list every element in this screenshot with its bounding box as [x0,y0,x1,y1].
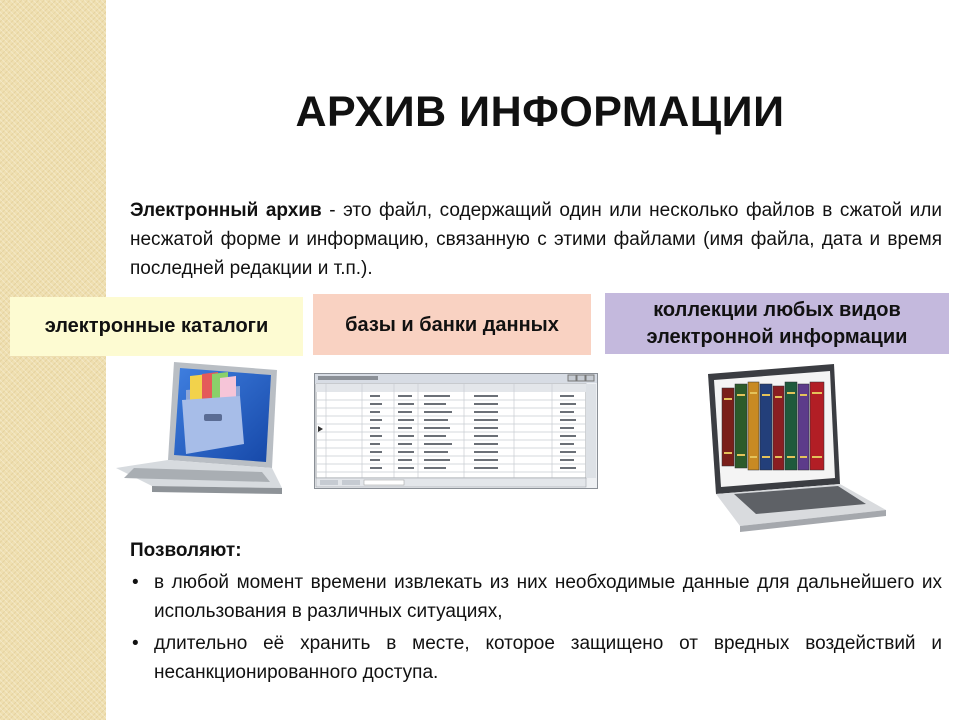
intro-definition: - это файл, содержащий один или несколько файлов в сжатой или несжатой форме и информацию, связанную с этими файлами (имя файла, дата и время последней редакции и т.п.). [130,200,942,279]
category-databases: базы и банки данных [313,294,591,355]
category-electronic-catalogs: электронные каталоги [10,297,303,356]
list-item [130,629,942,687]
database-table-illustration [314,373,598,489]
intro-paragraph [130,196,942,283]
page-title: АРХИВ ИНФОРМАЦИИ [295,88,785,136]
bullet-icon: • [132,572,139,593]
intro-term: Электронный архив [130,200,322,221]
side-decor-strip [0,0,106,720]
list-item-text: в любой момент времени извлекать из них необходимые данные для дальнейшего их использования в различных ситуациях, [154,572,942,622]
laptop-folders-illustration [112,356,284,498]
list-item [130,568,942,626]
category-collections: коллекции любых видов электронной информации [605,293,949,354]
bullet-icon: • [132,633,139,654]
laptop-books-illustration [700,360,890,532]
list-item-text: длительно её хранить в месте, которое защищено от вредных воздействий и несанкционированного доступа. [154,633,942,683]
allow-heading: Позволяют: [130,540,242,561]
allow-list [130,568,942,690]
